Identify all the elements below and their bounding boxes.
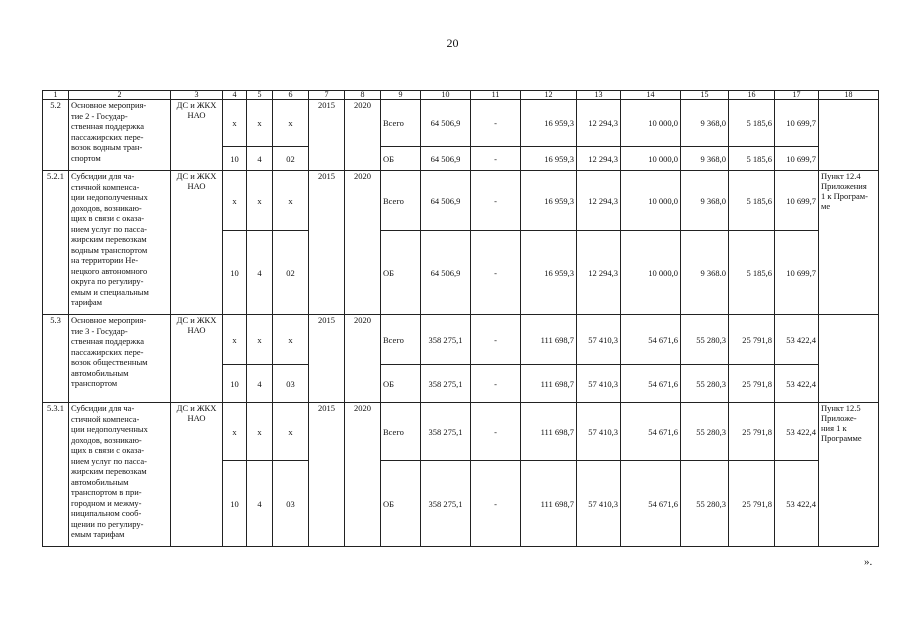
start-year: 2015: [309, 171, 345, 315]
column-header-3: 3: [171, 91, 223, 100]
cell-c6: х: [273, 403, 309, 461]
cell-c5: х: [247, 171, 273, 231]
start-year: 2015: [309, 100, 345, 171]
column-header-7: 7: [309, 91, 345, 100]
cell-y2016: 12 294,3: [577, 231, 621, 315]
cell-c5: х: [247, 403, 273, 461]
column-header-15: 15: [681, 91, 729, 100]
cell-y2014: -: [471, 171, 521, 231]
column-header-13: 13: [577, 91, 621, 100]
description-line: ственная поддержка: [71, 336, 145, 346]
description-line: нием услуг по пасса-: [71, 455, 147, 466]
column-header-2: 2: [69, 91, 171, 100]
cell-y2014: -: [471, 365, 521, 403]
cell-y2020: 10 699,7: [775, 231, 819, 315]
description-line: автомобильным: [71, 367, 129, 378]
cell-c6: 02: [273, 147, 309, 171]
cell-y2020: 53 422,4: [775, 315, 819, 365]
cell-y2014: -: [471, 100, 521, 147]
cell-y2015: 16 959,3: [521, 100, 577, 147]
cell-y2016: 12 294,3: [577, 100, 621, 147]
cell-y2018: 55 280,3: [681, 403, 729, 461]
description-line: городном и межму-: [71, 497, 142, 508]
table-row: [43, 100, 879, 147]
note-line: ния 1 к: [821, 423, 847, 433]
note-cell: [819, 100, 879, 171]
description-line: емым и специальным: [71, 286, 149, 297]
description-line: пассажирских пере-: [71, 346, 144, 357]
cell-c6: х: [273, 315, 309, 365]
cell-y2020: 10 699,7: [775, 171, 819, 231]
executor-line: НАО: [187, 110, 206, 120]
description-line: ции недополученных: [71, 424, 148, 434]
description-line: доходов, возникаю-: [71, 434, 142, 445]
description-line: щих в связи с оказа-: [71, 213, 145, 223]
cell-c5: 4: [247, 461, 273, 547]
column-header-17: 17: [775, 91, 819, 100]
description-line: жирским перевозкам: [71, 466, 147, 476]
cell-y2020: 10 699,7: [775, 147, 819, 171]
description-line: на территории Не-: [71, 255, 139, 265]
cell-c4: 10: [223, 365, 247, 403]
description-line: автомобильным: [71, 476, 129, 487]
cell-c6: 03: [273, 461, 309, 547]
item-description: [69, 315, 171, 403]
executor: [171, 171, 223, 315]
description-line: нием услуг по пасса-: [71, 223, 147, 234]
description-line: жирским перевозкам: [71, 234, 147, 244]
cell-y2019: 25 791,8: [729, 365, 775, 403]
cell-y2018: 55 280,3: [681, 461, 729, 547]
cell-y2019: 5 185,6: [729, 147, 775, 171]
end-year: 2020: [345, 315, 381, 403]
description-line: округа по регулиру-: [71, 276, 144, 286]
cell-y2014: -: [471, 461, 521, 547]
cell-y2015: 16 959,3: [521, 147, 577, 171]
cell-total: 64 506,9: [421, 231, 471, 315]
cell-y2018: 9 368,0: [681, 147, 729, 171]
cell-y2014: -: [471, 403, 521, 461]
note-line: Приложе-: [821, 413, 857, 423]
cell-c4: 10: [223, 461, 247, 547]
page-number: 20: [446, 36, 459, 50]
start-year: 2015: [309, 315, 345, 403]
description-line: транспортом: [71, 378, 118, 388]
start-year: 2015: [309, 403, 345, 547]
note-line: 1 к Програм-: [821, 191, 868, 201]
cell-total: 358 275,1: [421, 403, 471, 461]
cell-c5: х: [247, 315, 273, 365]
item-description: [69, 171, 171, 315]
description-line: пассажирских пере-: [71, 131, 144, 142]
cell-y2017: 54 671,6: [621, 461, 681, 547]
cell-y2016: 57 410,3: [577, 461, 621, 547]
description-line: тие 3 - Государ-: [71, 325, 128, 336]
cell-y2017: 10 000,0: [621, 100, 681, 147]
cell-y2016: 57 410,3: [577, 315, 621, 365]
column-header-11: 11: [471, 91, 521, 100]
note-cell: [819, 315, 879, 403]
cell-c5: 4: [247, 147, 273, 171]
item-number: 5.3.1: [43, 403, 69, 547]
column-header-1: 1: [43, 91, 69, 100]
cell-src: Всего: [381, 100, 421, 147]
cell-y2015: 111 698,7: [521, 403, 577, 461]
cell-y2018: 9 368,0: [681, 100, 729, 147]
cell-c4: х: [223, 315, 247, 365]
item-number: 5.3: [43, 315, 69, 403]
cell-src: ОБ: [381, 147, 421, 171]
cell-y2016: 57 410,3: [577, 403, 621, 461]
description-line: ции недополученных: [71, 192, 148, 202]
cell-src: ОБ: [381, 365, 421, 403]
executor-line: ДС и ЖКХ: [176, 403, 217, 413]
note-cell: [819, 171, 879, 315]
description-line: возок общественным: [71, 357, 148, 367]
cell-c6: х: [273, 100, 309, 147]
executor: [171, 100, 223, 171]
cell-y2019: 5 185,6: [729, 100, 775, 147]
cell-y2019: 5 185,6: [729, 171, 775, 231]
table-row: [43, 403, 879, 461]
cell-y2019: 25 791,8: [729, 315, 775, 365]
note-line: Программе: [821, 433, 862, 443]
cell-src: ОБ: [381, 231, 421, 315]
cell-y2020: 53 422,4: [775, 403, 819, 461]
cell-y2017: 54 671,6: [621, 365, 681, 403]
executor-line: ДС и ЖКХ: [176, 171, 217, 181]
cell-total: 358 275,1: [421, 315, 471, 365]
column-header-4: 4: [223, 91, 247, 100]
note-line: Пункт 12.4: [821, 171, 861, 181]
cell-total: 358 275,1: [421, 365, 471, 403]
cell-y2016: 57 410,3: [577, 365, 621, 403]
description-line: тие 2 - Государ-: [71, 110, 128, 121]
description-line: доходов, возникаю-: [71, 202, 142, 213]
column-header-5: 5: [247, 91, 273, 100]
cell-src: ОБ: [381, 461, 421, 547]
description-line: Субсидии для ча-: [71, 171, 135, 181]
cell-c6: 03: [273, 365, 309, 403]
cell-y2015: 111 698,7: [521, 315, 577, 365]
executor-line: НАО: [187, 181, 206, 191]
program-table: [42, 90, 879, 547]
item-number: 5.2: [43, 100, 69, 171]
closing-quote: ».: [864, 556, 873, 568]
cell-y2014: -: [471, 147, 521, 171]
column-header-10: 10: [421, 91, 471, 100]
executor: [171, 403, 223, 547]
item-number: 5.2.1: [43, 171, 69, 315]
description-line: Основное мероприя-: [71, 100, 147, 110]
cell-c6: 02: [273, 231, 309, 315]
description-line: транспортом в при-: [71, 487, 142, 497]
description-line: спортом: [71, 152, 101, 163]
description-line: Субсидии для ча-: [71, 403, 135, 413]
description-line: возок водным тран-: [71, 142, 143, 152]
cell-y2019: 25 791,8: [729, 403, 775, 461]
cell-y2014: -: [471, 231, 521, 315]
cell-src: Всего: [381, 403, 421, 461]
end-year: 2020: [345, 403, 381, 547]
description-line: щении по регулиру-: [71, 518, 144, 529]
cell-y2017: 54 671,6: [621, 315, 681, 365]
end-year: 2020: [345, 100, 381, 171]
column-header-8: 8: [345, 91, 381, 100]
cell-y2018: 9 368,0: [681, 171, 729, 231]
note-line: Пункт 12.5: [821, 403, 861, 413]
column-header-12: 12: [521, 91, 577, 100]
description-line: Основное мероприя-: [71, 315, 147, 325]
executor-line: ДС и ЖКХ: [176, 100, 217, 110]
cell-y2018: 55 280,3: [681, 315, 729, 365]
cell-y2016: 12 294,3: [577, 147, 621, 171]
cell-y2018: 55 280,3: [681, 365, 729, 403]
cell-c5: 4: [247, 231, 273, 315]
cell-y2020: 53 422,4: [775, 365, 819, 403]
cell-y2019: 25 791,8: [729, 461, 775, 547]
description-line: нецкого автономного: [71, 265, 148, 276]
note-line: ме: [821, 201, 831, 211]
end-year: 2020: [345, 171, 381, 315]
executor: [171, 315, 223, 403]
cell-c4: х: [223, 171, 247, 231]
cell-y2015: 111 698,7: [521, 461, 577, 547]
cell-c4: 10: [223, 231, 247, 315]
description-line: ственная поддержка: [71, 121, 145, 131]
header-row: [43, 91, 879, 100]
column-header-18: 18: [819, 91, 879, 100]
cell-y2015: 111 698,7: [521, 365, 577, 403]
description-line: тарифам: [71, 297, 103, 307]
cell-total: 64 506,9: [421, 100, 471, 147]
column-header-14: 14: [621, 91, 681, 100]
description-line: стичной компенса-: [71, 181, 140, 192]
item-description: [69, 100, 171, 171]
cell-y2018: 9 368.0: [681, 231, 729, 315]
cell-y2016: 12 294,3: [577, 171, 621, 231]
cell-y2017: 10 000,0: [621, 147, 681, 171]
cell-c6: х: [273, 171, 309, 231]
cell-y2020: 10 699,7: [775, 100, 819, 147]
column-header-16: 16: [729, 91, 775, 100]
cell-c4: 10: [223, 147, 247, 171]
cell-c5: х: [247, 100, 273, 147]
cell-c4: х: [223, 403, 247, 461]
executor-line: НАО: [187, 413, 206, 423]
executor-line: НАО: [187, 325, 206, 335]
cell-total: 64 506,9: [421, 147, 471, 171]
cell-y2014: -: [471, 315, 521, 365]
description-line: стичной компенса-: [71, 413, 140, 424]
table-row: [43, 315, 879, 365]
cell-y2019: 5 185,6: [729, 231, 775, 315]
description-line: водным транспортом: [71, 244, 148, 255]
cell-c4: х: [223, 100, 247, 147]
cell-src: Всего: [381, 171, 421, 231]
column-header-6: 6: [273, 91, 309, 100]
note-cell: [819, 403, 879, 547]
description-line: щих в связи с оказа-: [71, 445, 145, 455]
cell-src: Всего: [381, 315, 421, 365]
cell-y2017: 10 000,0: [621, 231, 681, 315]
note-line: Приложения: [821, 181, 867, 191]
cell-y2017: 54 671,6: [621, 403, 681, 461]
cell-c5: 4: [247, 365, 273, 403]
cell-y2020: 53 422,4: [775, 461, 819, 547]
executor-line: ДС и ЖКХ: [176, 315, 217, 325]
description-line: ниципальном сооб-: [71, 508, 142, 518]
cell-y2015: 16 959,3: [521, 231, 577, 315]
column-header-9: 9: [381, 91, 421, 100]
cell-y2015: 16 959,3: [521, 171, 577, 231]
table-row: [43, 171, 879, 231]
cell-total: 358 275,1: [421, 461, 471, 547]
cell-y2017: 10 000,0: [621, 171, 681, 231]
item-description: [69, 403, 171, 547]
cell-total: 64 506,9: [421, 171, 471, 231]
description-line: емым тарифам: [71, 529, 125, 539]
